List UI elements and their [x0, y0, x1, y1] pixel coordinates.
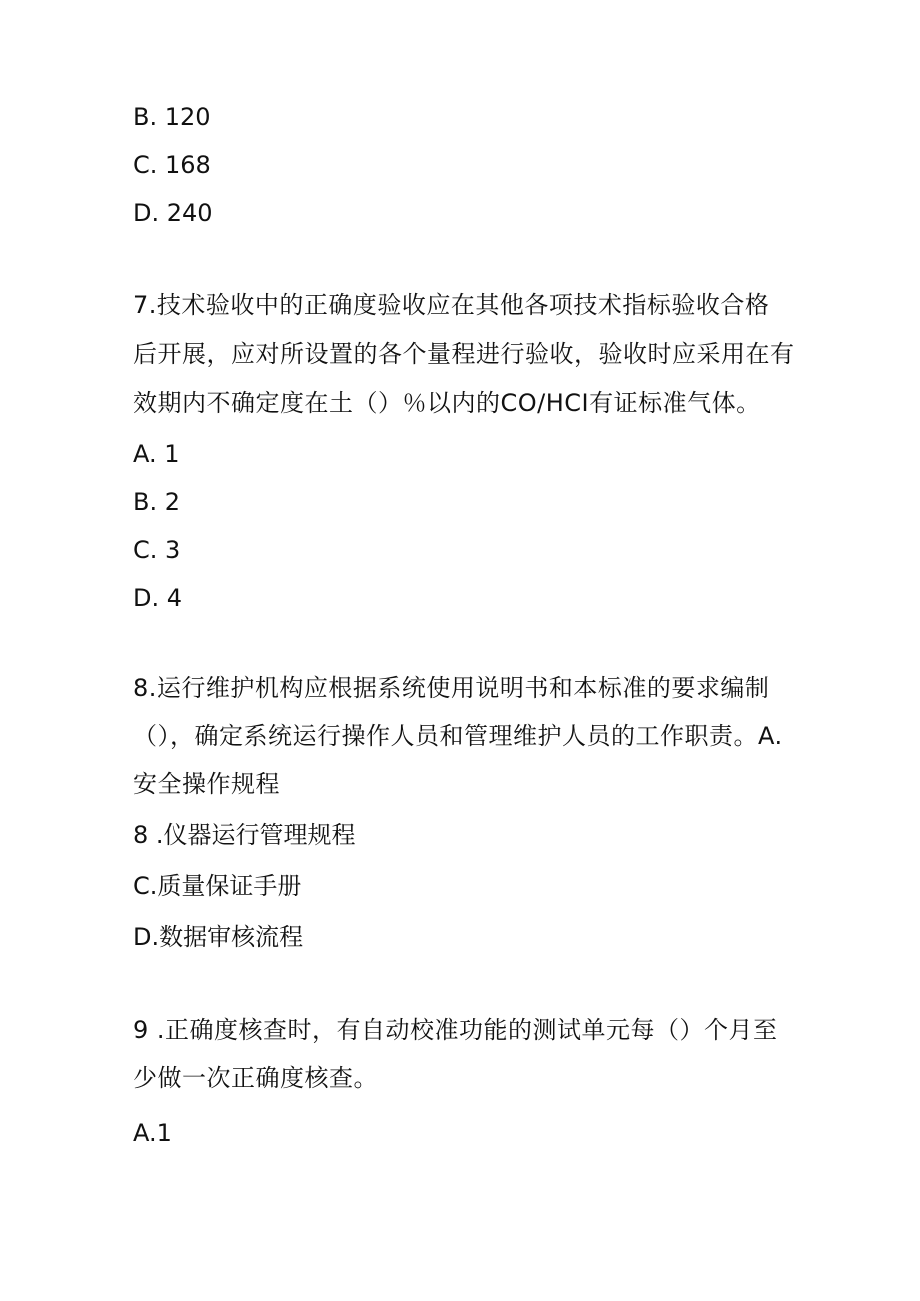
q6-option-d: D. 240: [133, 199, 213, 227]
q8-stem-line-3: 安全操作规程: [133, 770, 280, 798]
q8-stem-line-2: （），确定系统运行操作人员和管理维护人员的工作职责。A.: [133, 722, 783, 750]
q7-stem-line-2: 后开展，应对所设置的各个量程进行验收，验收时应采用在有: [133, 340, 795, 368]
q7-option-c: C. 3: [133, 536, 181, 564]
q9-stem-line-1: 9 .正确度核查时，有自动校准功能的测试单元每（）个月至: [133, 1016, 778, 1044]
q8-option-c: C.质量保证手册: [133, 872, 302, 900]
q7-option-b: B. 2: [133, 488, 180, 516]
q7-stem-line-1: 7.技术验收中的正确度验收应在其他各项技术指标验收合格: [133, 291, 770, 319]
q9-option-a: A.1: [133, 1119, 172, 1147]
q8-option-d: D.数据审核流程: [133, 923, 304, 951]
q8-option-b: 8 .仪器运行管理规程: [133, 821, 356, 849]
q9-stem-line-2: 少做一次正确度核查。: [133, 1064, 378, 1092]
q7-stem-line-3: 效期内不确定度在土（）％以内的CO/HCI有证标准气体。: [133, 389, 761, 417]
q6-option-c: C. 168: [133, 151, 211, 179]
q8-stem-line-1: 8.运行维护机构应根据系统使用说明书和本标准的要求编制: [133, 674, 770, 702]
q7-option-d: D. 4: [133, 584, 183, 612]
q7-option-a: A. 1: [133, 440, 180, 468]
q6-option-b: B. 120: [133, 103, 211, 131]
